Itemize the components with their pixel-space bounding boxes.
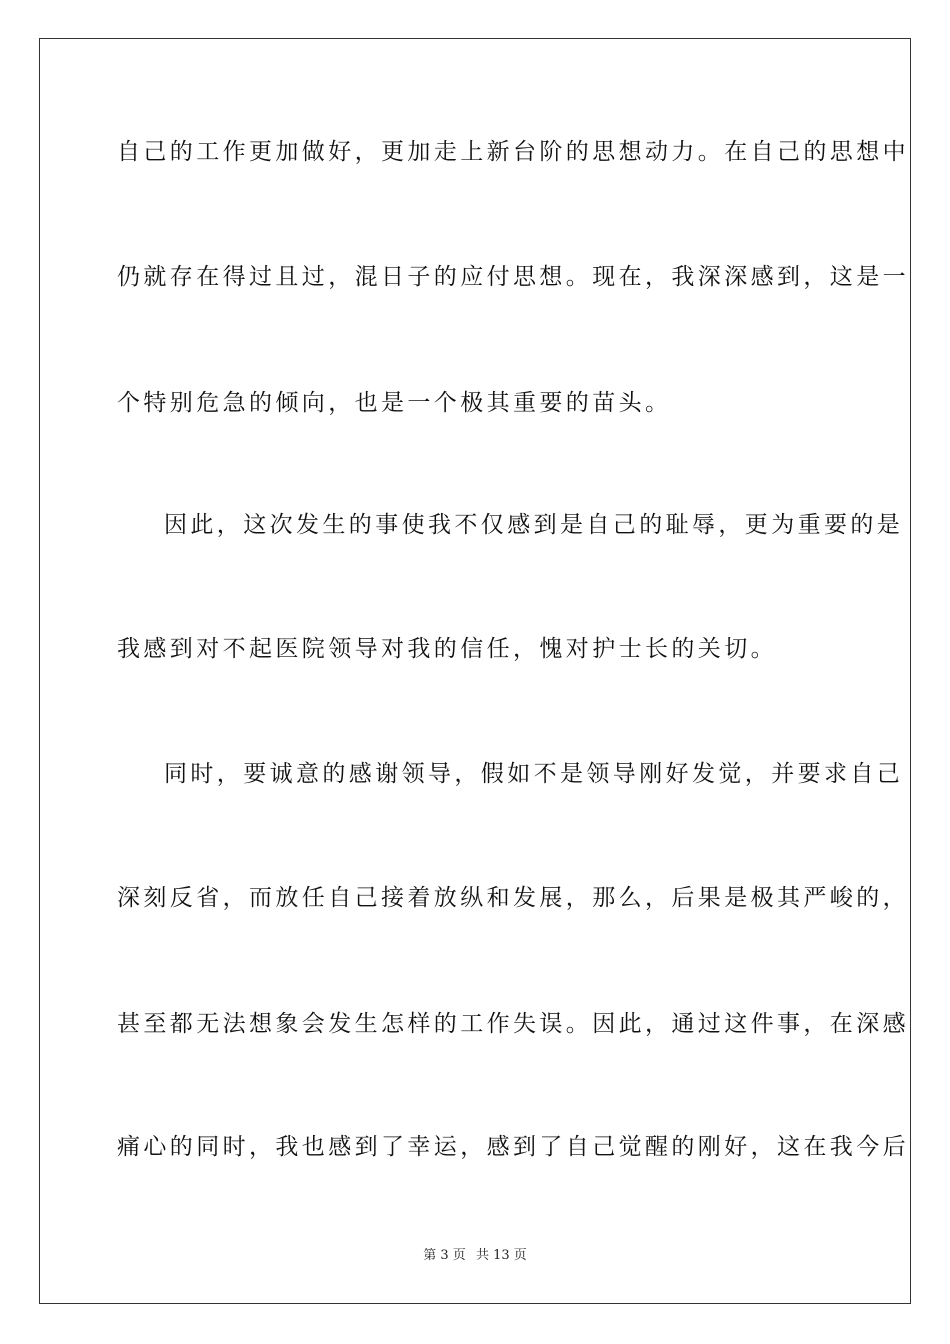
body-line-7: 深刻反省，而放任自己接着放纵和发展，那么，后果是极其严峻的，	[117, 885, 909, 911]
page-border	[39, 38, 911, 1304]
body-line-3: 个特别危急的倾向，也是一个极其重要的苗头。	[117, 390, 672, 416]
body-line-9: 痛心的同时，我也感到了幸运，感到了自己觉醒的刚好，这在我今后	[117, 1134, 909, 1160]
paragraph-start-1: 因此，这次发生的事使我不仅感到是自己的耻辱，更为重要的是	[164, 512, 904, 538]
body-line-5: 我感到对不起医院领导对我的信任，愧对护士长的关切。	[117, 636, 777, 662]
body-line-8: 甚至都无法想象会发生怎样的工作失误。因此，通过这件事，在深感	[117, 1011, 909, 1037]
body-line-2: 仍就存在得过且过，混日子的应付思想。现在，我深深感到，这是一	[117, 264, 909, 290]
paragraph-start-2: 同时，要诚意的感谢领导，假如不是领导刚好发觉，并要求自己	[164, 761, 904, 787]
body-line-1: 自己的工作更加做好，更加走上新台阶的思想动力。在自己的思想中	[117, 139, 909, 165]
page-total: 共 13 页	[475, 1248, 527, 1263]
page-footer	[0, 1247, 950, 1265]
page-number: 第 3 页	[423, 1248, 466, 1263]
